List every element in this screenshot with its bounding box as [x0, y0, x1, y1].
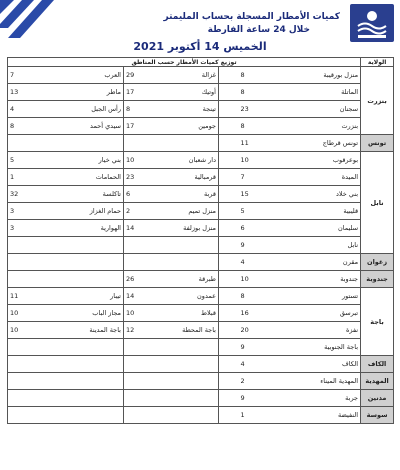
spacer-cell	[219, 339, 239, 356]
table-row	[8, 135, 394, 152]
spacer-cell	[219, 356, 239, 373]
station-value: 8	[124, 101, 138, 118]
station-name: سجنان	[325, 101, 361, 118]
station-name: بني خيار	[36, 152, 124, 169]
station-name	[138, 339, 219, 356]
station-value	[8, 390, 36, 407]
spacer-cell	[219, 220, 239, 237]
station-name	[138, 356, 219, 373]
station-name: قرمبالية	[138, 169, 219, 186]
station-value: 8	[239, 67, 325, 84]
region-name: جندوبة	[361, 271, 394, 288]
station-value	[124, 135, 138, 152]
station-name	[36, 339, 124, 356]
station-name: طبرقة	[138, 271, 219, 288]
station-name: سليمان	[325, 220, 361, 237]
table-row	[8, 271, 394, 288]
station-name: قبلاط	[138, 305, 219, 322]
station-value: 3	[8, 220, 36, 237]
table-row	[8, 152, 394, 169]
region-name: باجة	[361, 288, 394, 356]
station-name: الكاف	[325, 356, 361, 373]
table-row	[8, 237, 394, 254]
station-name: تونس قرطاج	[325, 135, 361, 152]
table-row	[8, 356, 394, 373]
station-value: 32	[8, 186, 36, 203]
station-value	[124, 339, 138, 356]
table-row	[8, 305, 394, 322]
spacer-cell	[219, 152, 239, 169]
spacer-cell	[219, 84, 239, 101]
station-value: 26	[124, 271, 138, 288]
region-name: مدنين	[361, 390, 394, 407]
spacer-cell	[219, 305, 239, 322]
region-name: الكاف	[361, 356, 394, 373]
table-row	[8, 288, 394, 305]
station-name: عمدون	[138, 288, 219, 305]
station-value: 23	[239, 101, 325, 118]
station-value: 9	[239, 390, 325, 407]
table-row	[8, 118, 394, 135]
station-name	[36, 407, 124, 424]
station-name: قربة	[138, 186, 219, 203]
station-name: الميدة	[325, 169, 361, 186]
station-name: باجة المدينة	[36, 322, 124, 339]
station-name: بني خلاد	[325, 186, 361, 203]
institute-logo-icon	[350, 4, 394, 42]
station-value: 10	[124, 152, 138, 169]
table-row	[8, 373, 394, 390]
page-header	[0, 0, 400, 60]
station-name: سيدي أحمد	[36, 118, 124, 135]
table-row	[8, 67, 394, 84]
spacer-cell	[219, 101, 239, 118]
station-value: 4	[239, 356, 325, 373]
station-name: تاكلسة	[36, 186, 124, 203]
station-value	[124, 390, 138, 407]
station-name: العرب	[36, 67, 124, 84]
station-value	[8, 373, 36, 390]
station-value: 10	[239, 152, 325, 169]
spacer-cell	[219, 407, 239, 424]
station-name: ماطر	[36, 84, 124, 101]
station-value: 1	[239, 407, 325, 424]
rainfall-table-grid	[7, 57, 394, 424]
station-name: تبرسق	[325, 305, 361, 322]
station-value	[8, 254, 36, 271]
station-value	[8, 135, 36, 152]
station-name: أوتيك	[138, 84, 219, 101]
region-name: المهدية	[361, 373, 394, 390]
table-row	[8, 254, 394, 271]
station-value: 17	[124, 118, 138, 135]
station-name: الهوارية	[36, 220, 124, 237]
station-name	[138, 237, 219, 254]
table-row	[8, 220, 394, 237]
station-value: 5	[8, 152, 36, 169]
table-row	[8, 84, 394, 101]
station-name	[36, 356, 124, 373]
station-name: منزل تميم	[138, 203, 219, 220]
date-heading: الخميس 14 أكتوبر 2021	[133, 40, 267, 53]
station-value: 15	[239, 186, 325, 203]
station-value: 8	[239, 118, 325, 135]
station-value: 2	[239, 373, 325, 390]
station-name	[36, 254, 124, 271]
station-name: جومين	[138, 118, 219, 135]
station-value: 13	[8, 84, 36, 101]
station-name: نابل	[325, 237, 361, 254]
table-row	[8, 169, 394, 186]
station-value	[124, 407, 138, 424]
station-name	[138, 407, 219, 424]
station-value: 1	[8, 169, 36, 186]
station-name	[36, 135, 124, 152]
station-name	[36, 390, 124, 407]
station-name	[138, 373, 219, 390]
station-name	[36, 373, 124, 390]
station-value: 12	[124, 322, 138, 339]
station-value: 5	[239, 203, 325, 220]
station-value	[8, 339, 36, 356]
station-name: باجة الجنوبية	[325, 339, 361, 356]
table-row	[8, 203, 394, 220]
rainfall-table	[7, 57, 393, 467]
station-name: بنزرت	[325, 118, 361, 135]
spacer-cell	[219, 135, 239, 152]
station-name	[36, 271, 124, 288]
station-name: نفزة	[325, 322, 361, 339]
station-value: 9	[239, 339, 325, 356]
region-name: تونس	[361, 135, 394, 152]
stripes-logo-icon	[0, 0, 70, 40]
station-value: 6	[124, 186, 138, 203]
region-name: زغوان	[361, 254, 394, 271]
station-name: تينجة	[138, 101, 219, 118]
station-value: 11	[8, 288, 36, 305]
station-value	[124, 373, 138, 390]
station-name	[138, 390, 219, 407]
table-row	[8, 186, 394, 203]
station-value	[8, 407, 36, 424]
spacer-cell	[219, 203, 239, 220]
spacer-cell	[219, 237, 239, 254]
station-value: 14	[124, 288, 138, 305]
station-value: 9	[239, 237, 325, 254]
station-value: 4	[239, 254, 325, 271]
station-value: 10	[8, 322, 36, 339]
station-name: بوعرقوب	[325, 152, 361, 169]
spacer-cell	[219, 322, 239, 339]
distribution-header: توزيع كميات الأمطار حسب المناطق	[8, 58, 361, 67]
station-name: مقرن	[325, 254, 361, 271]
station-value	[8, 271, 36, 288]
report-subtitle: خلال 24 ساعة الفارطة	[207, 25, 310, 35]
station-value: 14	[124, 220, 138, 237]
station-value: 7	[8, 67, 36, 84]
table-row	[8, 101, 394, 118]
station-name: قليبية	[325, 203, 361, 220]
station-name: الماتلة	[325, 84, 361, 101]
wilaya-header: الولاية	[361, 58, 394, 67]
table-row	[8, 322, 394, 339]
station-value: 3	[8, 203, 36, 220]
region-name: بنزرت	[361, 67, 394, 135]
station-name: تيبار	[36, 288, 124, 305]
station-value: 23	[124, 169, 138, 186]
station-name: دار شعبان	[138, 152, 219, 169]
table-row	[8, 339, 394, 356]
table-header-row	[8, 58, 394, 67]
station-value	[8, 356, 36, 373]
spacer-cell	[219, 118, 239, 135]
station-name: النفيضة	[325, 407, 361, 424]
station-name: رأس الجبل	[36, 101, 124, 118]
spacer-cell	[219, 373, 239, 390]
station-name	[36, 237, 124, 254]
station-value: 4	[8, 101, 36, 118]
station-value: 10	[124, 305, 138, 322]
station-name: منزل بورقيبة	[325, 67, 361, 84]
region-name: سوسة	[361, 407, 394, 424]
spacer-cell	[219, 254, 239, 271]
station-value: 7	[239, 169, 325, 186]
station-name	[138, 254, 219, 271]
spacer-cell	[219, 186, 239, 203]
station-name: باجة المحطة	[138, 322, 219, 339]
station-value: 16	[239, 305, 325, 322]
spacer-cell	[219, 169, 239, 186]
station-value: 2	[124, 203, 138, 220]
station-value: 8	[239, 84, 325, 101]
station-value: 10	[239, 271, 325, 288]
station-name: منزل بوزلفة	[138, 220, 219, 237]
station-value	[124, 237, 138, 254]
station-value: 8	[239, 288, 325, 305]
station-value: 17	[124, 84, 138, 101]
station-value: 11	[239, 135, 325, 152]
table-row	[8, 390, 394, 407]
station-value: 20	[239, 322, 325, 339]
station-value	[8, 237, 36, 254]
station-value: 8	[8, 118, 36, 135]
station-value: 10	[8, 305, 36, 322]
spacer-cell	[219, 390, 239, 407]
spacer-cell	[219, 67, 239, 84]
station-name: تستور	[325, 288, 361, 305]
station-value	[124, 356, 138, 373]
station-name: غزالة	[138, 67, 219, 84]
station-name	[138, 135, 219, 152]
station-value: 6	[239, 220, 325, 237]
spacer-cell	[219, 288, 239, 305]
station-name: مجاز الباب	[36, 305, 124, 322]
station-name: المهدية الميناء	[325, 373, 361, 390]
station-name: جندوبة	[325, 271, 361, 288]
station-name: جربة	[325, 390, 361, 407]
report-title: كميات الأمطار المسجلة بحساب المليمتر	[163, 12, 340, 22]
station-value: 29	[124, 67, 138, 84]
table-row	[8, 407, 394, 424]
station-value	[124, 254, 138, 271]
station-name: الحمامات	[36, 169, 124, 186]
spacer-cell	[219, 271, 239, 288]
station-name: حمام الغزاز	[36, 203, 124, 220]
region-name: نابل	[361, 152, 394, 254]
